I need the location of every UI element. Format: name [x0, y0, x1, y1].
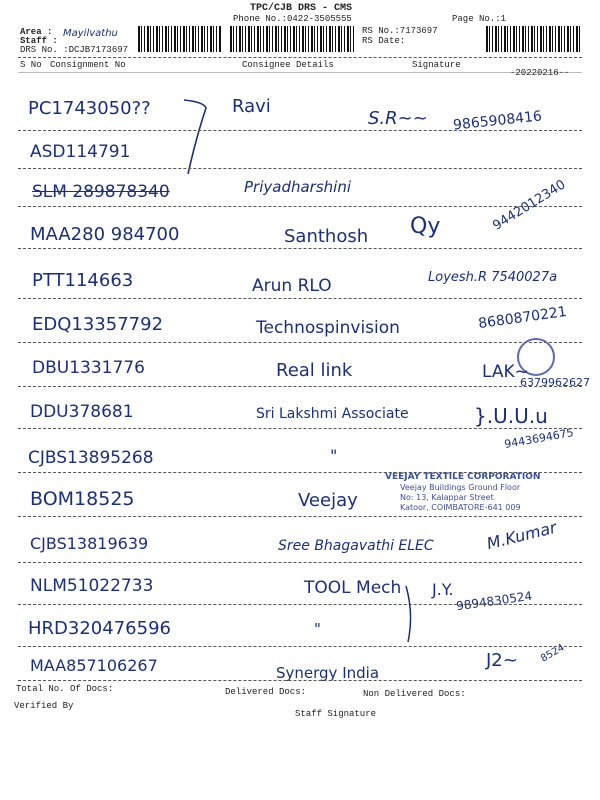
- consignment-number: NLM51022733: [30, 576, 154, 596]
- stamp-line: No: 13, Kalappar Street: [400, 493, 494, 502]
- signature-scrawl: LAK~: [482, 362, 529, 382]
- stamp-line: Katoor, COIMBATORE-641 009: [400, 503, 521, 512]
- consignee-name: Arun RLO: [252, 276, 332, 296]
- consignment-number: DBU1331776: [32, 358, 145, 378]
- divider: [18, 168, 582, 169]
- stamp-line: Veejay Buildings Ground Floor: [400, 483, 521, 492]
- consignee-name: Priyadharshini: [244, 178, 351, 196]
- divider: [18, 516, 582, 517]
- total-docs-label: Total No. Of Docs:: [16, 684, 114, 694]
- staff-label: Staff :: [20, 36, 58, 46]
- consignee-name: TOOL Mech: [304, 578, 402, 598]
- divider: [18, 130, 582, 131]
- consignment-number: PTT114663: [32, 270, 134, 291]
- consignment-number: PC1743050??: [28, 98, 151, 119]
- consignee-name: Sri Lakshmi Associate: [256, 406, 409, 422]
- staff-name: Mayilvathu: [63, 28, 118, 39]
- col-consignee: Consignee Details: [242, 60, 334, 70]
- signature-phone: 9442012340: [490, 177, 569, 234]
- col-consignment: Consignment No: [50, 60, 126, 70]
- signature-scrawl: J.Y.: [432, 580, 454, 599]
- divider: [18, 428, 582, 429]
- delivered-docs-label: Delivered Docs:: [225, 687, 307, 697]
- signature-scrawl: S.R~~: [368, 108, 428, 129]
- signature-text: Loyesh.R 7540027a: [428, 270, 558, 285]
- bracket-mark: [180, 98, 210, 178]
- divider: [18, 646, 582, 647]
- non-delivered-docs-label: Non Delivered Docs:: [363, 689, 466, 699]
- consignment-number: CJBS13895268: [28, 448, 154, 468]
- divider: [18, 342, 582, 343]
- signature-scrawl: Qy: [410, 214, 441, 239]
- drs-number: DRS No. :DCJB7173697: [20, 45, 129, 55]
- consignee-name: Technospinvision: [256, 318, 400, 338]
- signature-phone: 9865908416: [452, 108, 543, 134]
- verified-by-label: Verified By: [14, 701, 74, 711]
- consignment-number: BOM18525: [30, 488, 135, 510]
- divider: [18, 680, 582, 681]
- consignment-number: SLM 289878340: [32, 182, 170, 202]
- consignment-number: EDQ13357792: [32, 314, 164, 335]
- consignee-name: Veejay: [298, 490, 358, 511]
- consignee-name: ": [314, 620, 321, 638]
- bracket-mark: [402, 584, 416, 644]
- area-label: Area :: [20, 27, 53, 37]
- divider: [18, 386, 582, 387]
- consignee-name: ": [330, 446, 338, 465]
- consignee-name: Sree Bhagavathi ELEC: [278, 538, 434, 554]
- divider: [18, 206, 582, 207]
- signature-phone: 9443694675: [503, 426, 575, 451]
- divider: [18, 72, 582, 73]
- col-sno: S No: [20, 60, 42, 70]
- barcode-graphic: [486, 26, 582, 52]
- consignee-name: Ravi: [232, 96, 271, 117]
- signature-phone: 9894830524: [455, 588, 533, 614]
- consignment-number: MAA280 984700: [30, 224, 180, 245]
- col-signature: Signature: [412, 60, 461, 70]
- col-date: -20220216--: [510, 68, 570, 78]
- signature-text: M.Kumar: [484, 517, 559, 554]
- divider: [18, 57, 582, 58]
- barcode-graphic: [138, 26, 222, 52]
- divider: [18, 298, 582, 299]
- consignment-number: DDU378681: [30, 402, 134, 422]
- signature-scrawl: J2~: [486, 650, 518, 671]
- rs-number: RS No.:7173697: [362, 26, 438, 36]
- consignment-number: ASD114791: [30, 142, 131, 162]
- divider: [18, 604, 582, 605]
- consignment-number: HRD320476596: [28, 618, 171, 639]
- rs-date: RS Date:: [362, 36, 406, 46]
- consignee-name: Real link: [276, 360, 353, 381]
- page-number: Page No.:1: [452, 14, 507, 24]
- report-title: TPC/CJB DRS - CMS: [250, 3, 353, 14]
- divider: [18, 562, 582, 563]
- signature-phone: 8680870221: [477, 303, 568, 333]
- phone-number: Phone No.:0422-3505555: [233, 14, 352, 24]
- consignment-number: CJBS13819639: [30, 534, 149, 553]
- divider: [18, 248, 582, 249]
- consignee-name: Synergy India: [276, 664, 380, 682]
- staff-signature-label: Staff Signature: [295, 709, 377, 719]
- barcode-graphic: [230, 26, 354, 52]
- signature-phone: 6379962627: [520, 376, 590, 389]
- signature-phone: 8524: [538, 642, 567, 665]
- consignment-number: MAA857106267: [30, 656, 158, 675]
- stamp-line: VEEJAY TEXTILE CORPORATION: [385, 472, 541, 482]
- signature-scrawl: }.U.U.u: [474, 404, 548, 428]
- consignee-name: Santhosh: [284, 226, 369, 247]
